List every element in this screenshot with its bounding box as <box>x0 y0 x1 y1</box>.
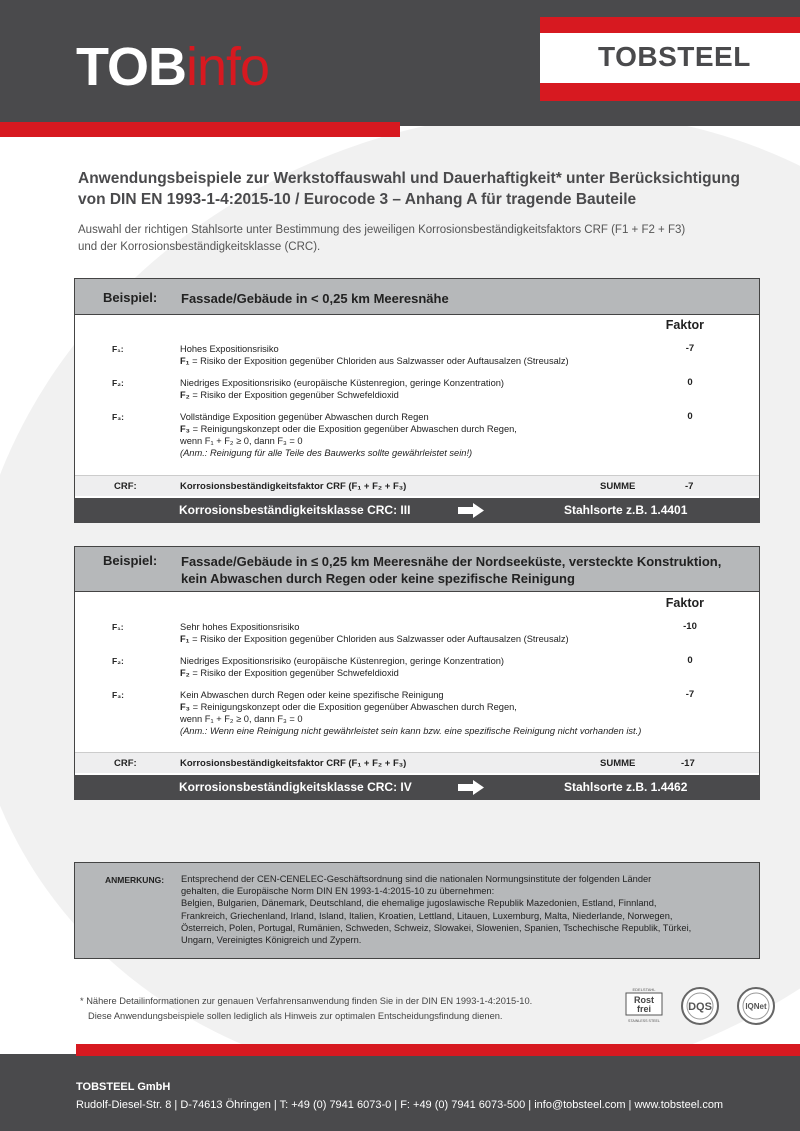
steel-grade: Stahlsorte z.B. 1.4462 <box>564 780 688 794</box>
faktor-header: Faktor <box>665 318 704 332</box>
factor-value: -7 <box>685 343 695 354</box>
company-address: Rudolf-Diesel-Str. 8 | D-74613 Öhringen | T: +49 (0) 7941 6073-0 | F: +49 (0) 7941 6073-500 | info@tobsteel.com | www.tobsteel.com <box>76 1099 724 1111</box>
crc-class: Korrosionsbeständigkeitsklasse CRC: IV <box>179 780 412 794</box>
example-box-1: Beispiel: Fassade/Gebäude in < 0,25 km Meeresnähe Faktor F₁: Hohes Expositionsrisiko F₁ = Risiko der Exposition gegenüber Chloriden aus Salzwasser oder Auftausalzen (Streusalz) -7 F₂: Niedriges Expositionsrisiko (europäische Küstenregion, geringe Konzentration) F₂ = Risiko der Exposition gegenüber Schwefeldioxid 0 F₃: Vollständige Exposition gegenüber Abwaschen durch Regen F₃ = Reinigungskonzept oder die Exposition gegenüber Abwaschen durch Regen, wenn F₁ + F₂ ≥ 0, dann F₃ = 0 (Anm.: Reinigung für alle Teile des Bauwerks sollte gewährleistet sein!) 0 CRF: Korrosionsbeständigkeitsfaktor CRF (F₁ + F₂ + F₃) SUMME -7 Korrosionsbeständigkeitsklasse CRC: III Stahlsorte z.B. 1.4401 <box>74 278 760 523</box>
footer-bar <box>0 1054 800 1131</box>
svg-text:STAINLESS STEEL: STAINLESS STEEL <box>628 1019 660 1023</box>
iqnet-seal-icon <box>732 986 780 1026</box>
footer-red-stripe <box>76 1044 800 1056</box>
tobinfo-logo: TOBinfo <box>76 37 270 97</box>
arrow-right-icon <box>458 503 484 518</box>
brand-name: TOBSTEEL <box>598 41 751 72</box>
svg-text:EDELSTAHL: EDELSTAHL <box>632 987 656 992</box>
svg-text:IQNet: IQNet <box>745 1002 767 1011</box>
svg-text:DQS: DQS <box>688 1001 712 1013</box>
svg-text:Rost: Rost <box>634 995 654 1005</box>
faktor-header: Faktor <box>665 596 704 610</box>
intro-text: Auswahl der richtigen Stahlsorte unter Bestimmung des jeweiligen Korrosionsbeständigkeitsfaktors CRF (F1 + F2 + F3) und der Korrosionsbeständigkeitsklasse (CRC). <box>78 224 686 253</box>
rostfrei-seal-icon <box>620 986 668 1026</box>
crf-row: CRF: Korrosionsbeständigkeitsfaktor CRF (F₁ + F₂ + F₃) SUMME -7 <box>75 475 759 496</box>
remark-box <box>74 862 760 959</box>
crf-row: CRF: Korrosionsbeständigkeitsfaktor CRF (F₁ + F₂ + F₃) SUMME -17 <box>75 752 759 773</box>
company-name: TOBSTEEL GmbH <box>76 1081 171 1093</box>
remark-text: Entsprechend der CEN-CENELEC-Geschäftsordnung sind die nationalen Normungsinstitute der folgenden Länder gehalten, die Europäische Norm DIN EN 1993-1-4:2015-10 zu übernehmen: Belgien, Bulgarien, Dänemark, Deutschland, die ehemalige jugoslawische Republik Mazedonien, Estland, Finnland, Frankreich, Griechenland, Irland, Island, Italien, Kroatien, Lettland, Litauen, Luxemburg, Malta, Niederlande, Norwegen, Österreich, Polen, Portugal, Rumänien, Schweden, Schweiz, Slowakei, Slowenien, Spanien, Tschechische Republik, Türkei, Ungarn, Vereinigtes Königreich und Zypern. <box>181 874 692 946</box>
svg-text:frei: frei <box>636 1004 652 1014</box>
factor-value: 0 <box>687 377 693 388</box>
remark-label: ANMERKUNG: <box>105 875 165 885</box>
arrow-right-icon <box>458 780 484 795</box>
factor-value: -7 <box>685 689 695 700</box>
crc-row <box>74 498 760 523</box>
factor-value: -10 <box>683 621 697 632</box>
footnote: * Nähere Detailinformationen zur genauen Verfahrensanwendung finden Sie in der DIN EN 1993-1-4:2015-10. Diese Anwendungsbeispiele sollen lediglich als Hinweis zur optimalen Entscheidungsfindung dienen. <box>80 996 533 1021</box>
factor-value: 0 <box>687 411 693 422</box>
page-title: Anwendungsbeispiele zur Werkstoffauswahl und Dauerhaftigkeit* unter Berücksichtigung von DIN EN 1993-1-4:2015-10 / Eurocode 3 – Anhang A für tragende Bauteile <box>78 170 741 208</box>
summe-value: -17 <box>681 758 695 769</box>
example-box-2: Beispiel: Fassade/Gebäude in ≤ 0,25 km Meeresnähe der Nordseeküste, versteckte Konstruktion, kein Abwaschen durch Regen oder keine spezifische Reinigung Faktor F₁: Sehr hohes Expositionsrisiko F₁ = Risiko der Exposition gegenüber Chloriden aus Salzwasser oder Auftausalzen (Streusalz) -10 F₂: Niedriges Expositionsrisiko (europäische Küstenregion, geringe Konzentration) F₂ = Risiko der Exposition gegenüber Schwefeldioxid 0 F₃: Kein Abwaschen durch Regen oder keine spezifische Reinigung F₃ = Reinigungskonzept oder die Exposition gegenüber Abwaschen durch Regen, wenn F₁ + F₂ ≥ 0, dann F₃ = 0 (Anm.: Wenn eine Reinigung nicht gewährleistet sein kann bzw. eine spezifische Reinigung nicht vorhanden ist.) -7 CRF: Korrosionsbeständigkeitsfaktor CRF (F₁ + F₂ + F₃) SUMME -17 Korrosionsbeständigkeitsklasse CRC: IV Stahlsorte z.B. 1.4462 <box>74 546 760 800</box>
example-header: Beispiel: Fassade/Gebäude in < 0,25 km Meeresnähe <box>75 279 759 315</box>
factor-value: 0 <box>687 655 693 666</box>
crc-row <box>74 775 760 800</box>
example-header: Beispiel: Fassade/Gebäude in ≤ 0,25 km Meeresnähe der Nordseeküste, versteckte Konstruktion, kein Abwaschen durch Regen oder keine spezifische Reinigung <box>75 547 759 592</box>
dqs-seal-icon <box>676 986 724 1026</box>
steel-grade: Stahlsorte z.B. 1.4401 <box>564 503 688 517</box>
summe-value: -7 <box>685 481 694 492</box>
crc-class: Korrosionsbeständigkeitsklasse CRC: III <box>179 503 411 517</box>
